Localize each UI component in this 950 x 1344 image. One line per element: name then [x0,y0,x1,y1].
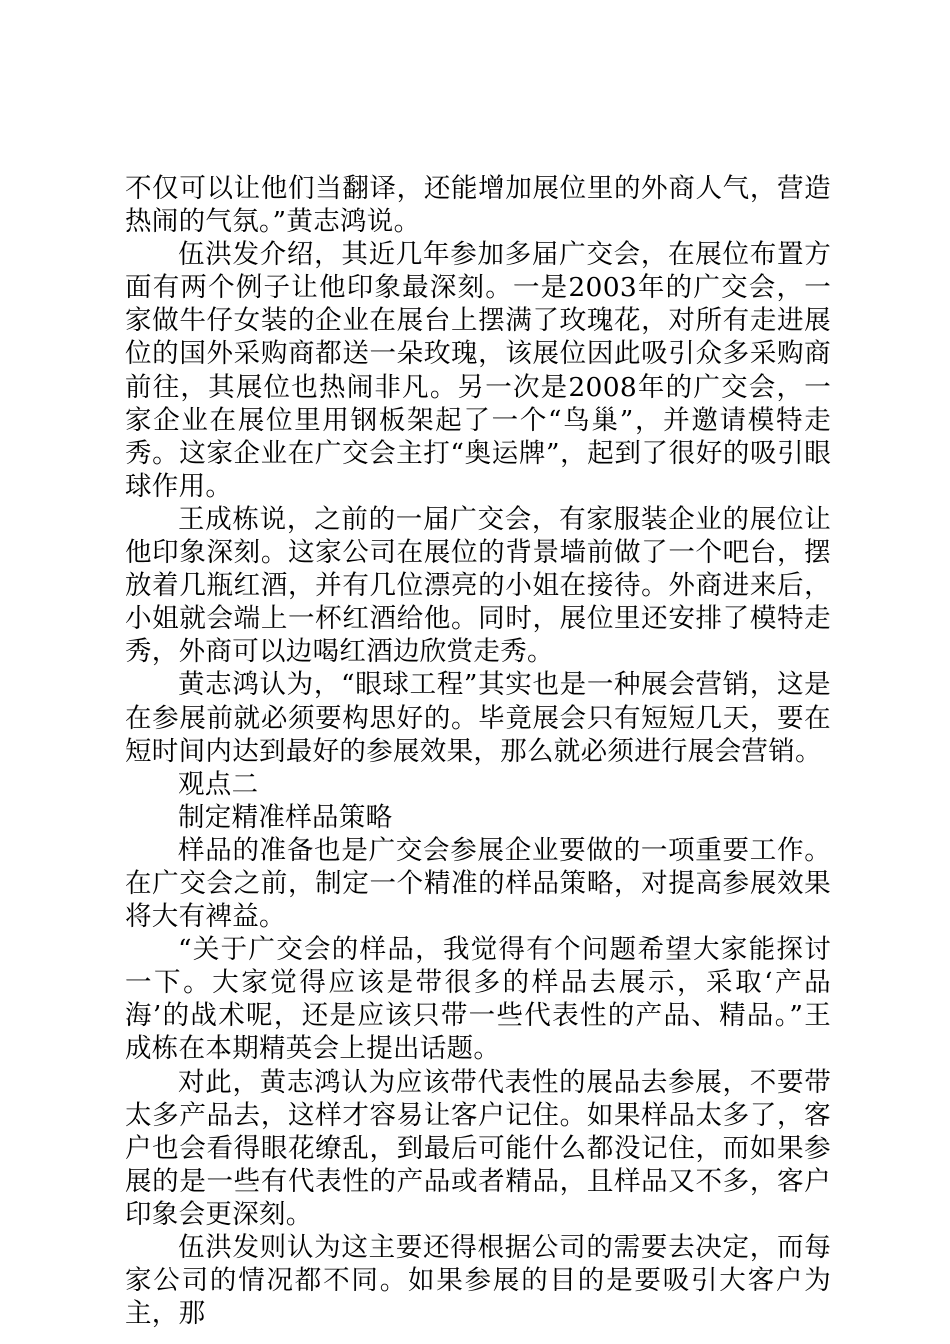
paragraph: 样品的准备也是广交会参展企业要做的一项重要工作。在广交会之前，制定一个精准的样品策略，对提高参展效果将大有裨益。 [125,834,831,933]
paragraph: 黄志鸿认为，“眼球工程”其实也是一种展会营销，这是在参展前就必须要构思好的。毕竟展会只有短短几天，要在短时间内达到最好的参展效果，那么就必须进行展会营销。 [125,669,831,767]
paragraph: 不仅可以让他们当翻译，还能增加展位里的外商人气，营造热闹的气氛。”黄志鸿说。 [125,173,831,238]
paragraph: “关于广交会的样品，我觉得有个问题希望大家能探讨一下。大家觉得应该是带很多的样品去展示，采取‘产品海’的战术呢，还是应该只带一些代表性的产品、精品。”王成栋在本期精英会上提出话题。 [125,934,831,1065]
paragraph: 王成栋说，之前的一届广交会，有家服装企业的展位让他印象深刻。这家公司在展位的背景墙前做了一个吧台，摆放着几瓶红酒，并有几位漂亮的小姐在接待。外商进来后，小姐就会端上一杯红酒给他。同时，展位里还安排了模特走秀，外商可以边喝红酒边欣赏走秀。 [125,503,831,668]
document-page [125,172,831,1330]
paragraph: 伍洪发则认为这主要还得根据公司的需要去决定，而每家公司的情况都不同。如果参展的目的是要吸引大客户为主，那 [125,1232,831,1330]
paragraph: 伍洪发介绍，其近几年参加多届广交会，在展位布置方面有两个例子让他印象最深刻。一是2003年的广交会，一家做牛仔女装的企业在展台上摆满了玫瑰花，对所有走进展位的国外采购商都送一朵玫瑰，该展位因此吸引众多采购商前往，其展位也热闹非凡。另一次是2008年的广交会，一家企业在展位里用钢板架起了一个“鸟巢”，并邀请模特走秀。这家企业在广交会主打“奥运牌”，起到了很好的吸引眼球作用。 [125,239,831,502]
section-label: 观点二 [178,768,259,800]
paragraph: 对此，黄志鸿认为应该带代表性的展品去参展，不要带太多产品去，这样才容易让客户记住。如果样品太多了，客户也会看得眼花缭乱，到最后可能什么都没记住，而如果参展的是一些有代表性的产品或者精品，且样品又不多，客户印象会更深刻。 [125,1066,831,1230]
section-heading: 制定精准样品策略 [178,801,393,833]
